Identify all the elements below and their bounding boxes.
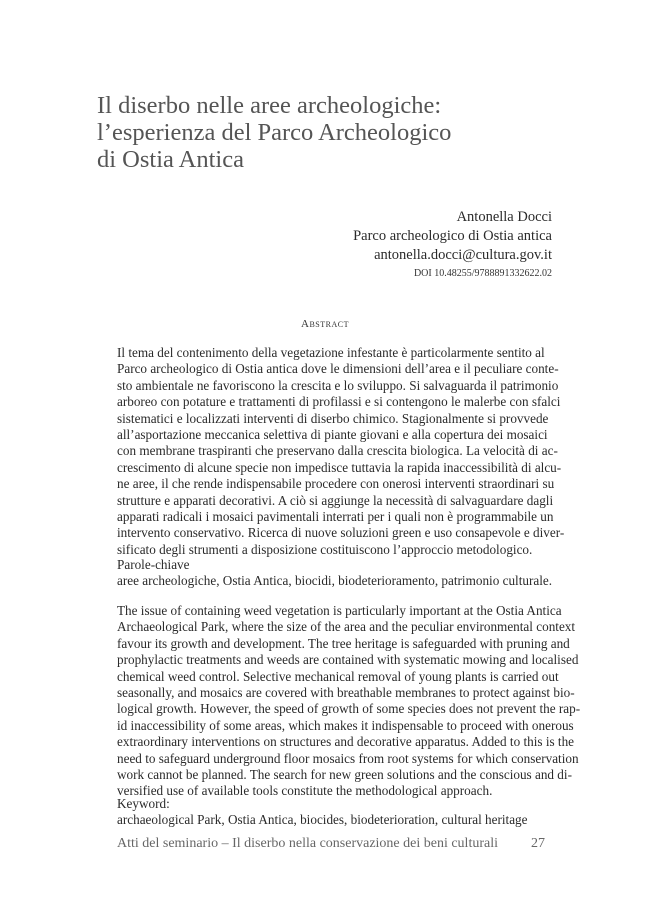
abstract-line: id inaccessibility of some areas, which makes it indispensable to proceed with onerous: [117, 717, 574, 733]
title-line: l’esperienza del Parco Archeologico: [97, 119, 452, 146]
author-email: antonella.docci@cultura.gov.it: [374, 247, 552, 263]
abstract-english: [117, 603, 581, 800]
paper-title: [97, 92, 567, 173]
abstract-line: sistematici e localizzati interventi di diserbo chimico. Stagionalmente si provvede: [117, 410, 549, 426]
keywords-italian: aree archeologiche, Ostia Antica, biocidi, biodeterioramento, patrimonio culturale.: [117, 573, 553, 588]
abstract-heading: Abstract: [301, 318, 349, 330]
abstract-italian: [117, 345, 565, 558]
abstract-line: logical growth. However, the speed of growth of some species does not prevent the rap-: [117, 701, 581, 717]
abstract-line: prophylactic treatments and weeds are contained with systematic mowing and localised: [117, 652, 579, 668]
abstract-line: Parco archeologico di Ostia antica dove le dimensioni dell’area e il peculiare conte-: [117, 361, 559, 377]
running-title: Atti del seminario – Il diserbo nella conservazione dei beni culturali: [117, 836, 498, 851]
abstract-line: crescimento di alcune specie non impedisce tuttavia la rapida inaccessibilità di alcu-: [117, 459, 562, 475]
abstract-line: favour its growth and development. The tree heritage is safeguarded with pruning and: [117, 635, 570, 651]
abstract-line: strutture e apparati decorativi. A ciò si aggiunge la necessità di salvaguardare dagli: [117, 492, 554, 508]
abstract-line: ne aree, il che rende indispensabile procedere con onerosi interventi straordinari su: [117, 476, 555, 492]
author-block: [353, 208, 552, 265]
abstract-line: sto ambientale ne favoriscono la crescita e lo sviluppo. Si salvaguarda il patrimonio: [117, 377, 559, 393]
title-line: Il diserbo nelle aree archeologiche:: [97, 92, 442, 119]
abstract-line: seasonally, and mosaics are covered with breathable membranes to protect against bio-: [117, 685, 575, 701]
abstract-line: sificato degli strumenti a disposizione costituiscono l’approccio metodologico.: [117, 541, 533, 557]
author-affiliation: Parco archeologico di Ostia antica: [353, 228, 552, 244]
abstract-line: apparati radicali i mosaici pavimentali interrati per i quali non è programmabile un: [117, 509, 554, 525]
doi: DOI 10.48255/9788891332622.02: [413, 268, 552, 279]
keywords-italian-label: Parole-chiave: [117, 557, 190, 572]
keywords-english: archaeological Park, Ostia Antica, biocides, biodeterioration, cultural heritage: [117, 812, 528, 827]
abstract-line: work cannot be planned. The search for new green solutions and the conscious and di-: [117, 767, 572, 783]
page-footer: [117, 836, 545, 852]
abstract-line: need to safeguard underground floor mosaics from root systems for which conservation: [117, 750, 579, 766]
abstract-line: extraordinary interventions on structures and decorative apparatus. Added to this is the: [117, 734, 575, 750]
abstract-line: versified use of available tools constitute the methodological approach.: [117, 783, 493, 799]
page-number: 27: [531, 836, 545, 851]
abstract-line: arboreo con potature e trattamenti di profilassi e si contengono le malerbe con sfalci: [117, 394, 561, 410]
title-line: di Ostia Antica: [97, 146, 244, 173]
abstract-line: chemical weed control. Selective mechanical removal of young plants is carried out: [117, 668, 559, 684]
abstract-line: all’asportazione meccanica selettiva di piante giovani e alla copertura dei mosaici: [117, 427, 548, 443]
abstract-line: con membrane traspiranti che preservano dalla crescita biologica. La velocità di ac-: [117, 443, 558, 459]
abstract-line: The issue of containing weed vegetation is particularly important at the Ostia Antica: [117, 603, 562, 618]
keywords-english-label: Keyword:: [117, 796, 170, 811]
abstract-line: Il tema del contenimento della vegetazione infestante è particolarmente sentito al: [117, 345, 545, 360]
author-name: Antonella Docci: [456, 209, 552, 225]
abstract-line: Archaeological Park, where the size of the area and the peculiar environmental context: [117, 619, 576, 635]
abstract-line: intervento conservativo. Ricerca di nuove soluzioni green e uso consapevole e diver-: [117, 525, 565, 541]
